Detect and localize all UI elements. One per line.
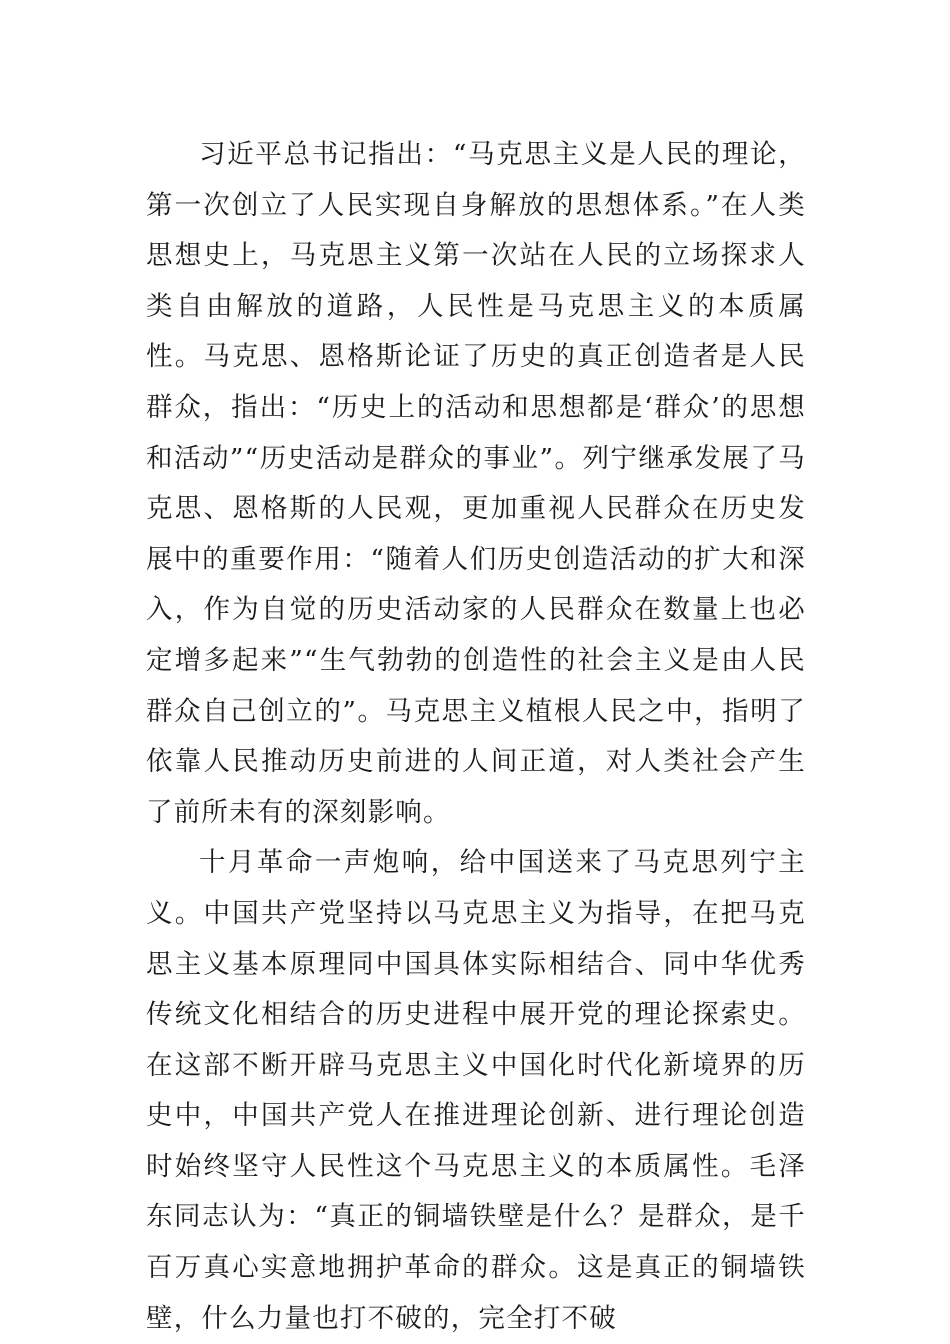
paragraph-1: 习近平总书记指出：“马克思主义是人民的理论，第一次创立了人民实现自身解放的思想体系。”在人类思想史上，马克思主义第一次站在人民的立场探求人类自由解放的道路，人民性是马克思主义的本质属性。马克思、恩格斯论证了历史的真正创造者是人民群众，指出：“历史上的活动和思想都是‘群众’的思想和活动”“历史活动是群众的事业”。列宁继承发展了马克思、恩格斯的人民观，更加重视人民群众在历史发展中的重要作用：“随着人们历史创造活动的扩大和深入，作为自觉的历史活动家的人民群众在数量上也必定增多起来”“生气勃勃的创造性的社会主义是由人民群众自己创立的”。马克思主义植根人民之中，指明了依靠人民推动历史前进的人间正道，对人类社会产生了前所未有的深刻影响。 [146, 139, 806, 828]
document-body [146, 130, 806, 1344]
paragraph-2: 十月革命一声炮响，给中国送来了马克思列宁主义。中国共产党坚持以马克思主义为指导，在把马克思主义基本原理同中国具体实际相结合、同中华优秀传统文化相结合的历史进程中展开党的理论探索史。在这部不断开辟马克思主义中国化时代化新境界的历史中，中国共产党人在推进理论创新、进行理论创造时始终坚守人民性这个马克思主义的本质属性。毛泽东同志认为：“真正的铜墙铁壁是什么？是群众，是千百万真心实意地拥护革命的群众。这是真正的铜墙铁壁，什么力量也打不破的，完全打不破 [146, 847, 806, 1334]
